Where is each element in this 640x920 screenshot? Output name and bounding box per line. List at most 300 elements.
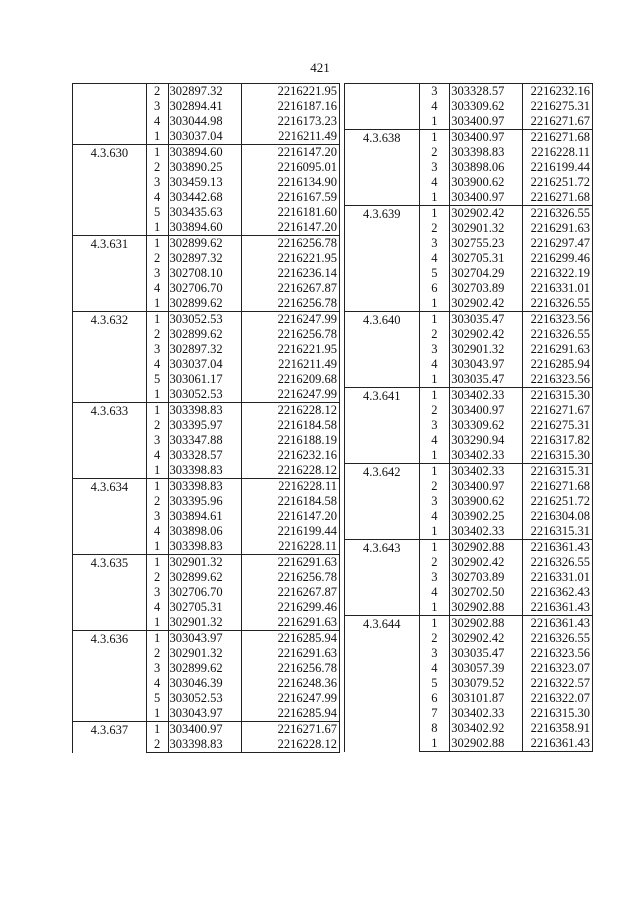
y-coordinate-cell: 2216167.59 bbox=[242, 190, 340, 205]
point-number-cell: 3 bbox=[146, 661, 168, 676]
y-coordinate-cell: 2216299.46 bbox=[523, 251, 593, 266]
point-number-cell: 2 bbox=[419, 327, 450, 342]
parcel-id-cell bbox=[73, 84, 147, 145]
y-coordinate-cell: 2216209.68 bbox=[242, 372, 340, 387]
point-number-cell: 3 bbox=[146, 175, 168, 190]
point-number-cell: 1 bbox=[146, 706, 168, 722]
x-coordinate-cell: 303079.52 bbox=[450, 676, 523, 691]
y-coordinate-cell: 2216221.95 bbox=[242, 251, 340, 266]
y-coordinate-cell: 2216291.63 bbox=[242, 646, 340, 661]
x-coordinate-cell: 302901.32 bbox=[168, 615, 242, 631]
point-number-cell: 1 bbox=[146, 236, 168, 252]
y-coordinate-cell: 2216232.16 bbox=[523, 84, 593, 100]
point-number-cell: 5 bbox=[146, 205, 168, 220]
point-number-cell: 4 bbox=[146, 676, 168, 691]
x-coordinate-cell: 302901.32 bbox=[450, 221, 523, 236]
y-coordinate-cell: 2216256.78 bbox=[242, 661, 340, 676]
x-coordinate-cell: 303328.57 bbox=[168, 448, 242, 463]
x-coordinate-cell: 303898.06 bbox=[450, 160, 523, 175]
point-number-cell: 3 bbox=[419, 494, 450, 509]
y-coordinate-cell: 2216147.20 bbox=[242, 220, 340, 236]
y-coordinate-cell: 2216147.20 bbox=[242, 509, 340, 524]
table-row bbox=[345, 388, 593, 404]
y-coordinate-cell: 2216221.95 bbox=[242, 342, 340, 357]
point-number-cell: 3 bbox=[419, 570, 450, 585]
point-number-cell: 8 bbox=[419, 721, 450, 736]
x-coordinate-cell: 302897.32 bbox=[168, 84, 242, 100]
parcel-id-cell: 4.3.637 bbox=[73, 722, 147, 753]
x-coordinate-cell: 303402.92 bbox=[450, 721, 523, 736]
point-number-cell: 2 bbox=[419, 479, 450, 494]
point-number-cell: 1 bbox=[146, 296, 168, 312]
parcel-id-cell: 4.3.630 bbox=[73, 145, 147, 236]
x-coordinate-cell: 303035.47 bbox=[450, 312, 523, 328]
point-number-cell: 1 bbox=[419, 190, 450, 206]
point-number-cell: 3 bbox=[146, 585, 168, 600]
x-coordinate-cell: 303043.97 bbox=[168, 631, 242, 647]
y-coordinate-cell: 2216228.11 bbox=[242, 539, 340, 555]
point-number-cell: 1 bbox=[419, 464, 450, 480]
point-number-cell: 3 bbox=[419, 342, 450, 357]
point-number-cell: 4 bbox=[146, 114, 168, 129]
x-coordinate-cell: 302899.62 bbox=[168, 570, 242, 585]
x-coordinate-cell: 303398.83 bbox=[168, 403, 242, 419]
point-number-cell: 4 bbox=[146, 448, 168, 463]
point-number-cell: 1 bbox=[146, 555, 168, 571]
y-coordinate-cell: 2216247.99 bbox=[242, 691, 340, 706]
x-coordinate-cell: 303398.83 bbox=[168, 737, 242, 753]
y-coordinate-cell: 2216361.43 bbox=[523, 600, 593, 616]
y-coordinate-cell: 2216315.30 bbox=[523, 388, 593, 404]
point-number-cell: 2 bbox=[419, 221, 450, 236]
x-coordinate-cell: 303037.04 bbox=[168, 129, 242, 145]
y-coordinate-cell: 2216323.56 bbox=[523, 372, 593, 388]
y-coordinate-cell: 2216271.67 bbox=[242, 722, 340, 738]
point-number-cell: 2 bbox=[146, 570, 168, 585]
x-coordinate-cell: 303057.39 bbox=[450, 661, 523, 676]
parcel-id-cell: 4.3.636 bbox=[73, 631, 147, 722]
table-row bbox=[73, 722, 340, 738]
x-coordinate-cell: 302705.31 bbox=[450, 251, 523, 266]
y-coordinate-cell: 2216317.82 bbox=[523, 433, 593, 448]
x-coordinate-cell: 303442.68 bbox=[168, 190, 242, 205]
point-number-cell: 3 bbox=[146, 99, 168, 114]
x-coordinate-cell: 303395.96 bbox=[168, 494, 242, 509]
y-coordinate-cell: 2216331.01 bbox=[523, 570, 593, 585]
x-coordinate-cell: 303044.98 bbox=[168, 114, 242, 129]
point-number-cell: 3 bbox=[146, 266, 168, 281]
point-number-cell: 1 bbox=[419, 114, 450, 130]
y-coordinate-cell: 2216315.31 bbox=[523, 524, 593, 540]
y-coordinate-cell: 2216331.01 bbox=[523, 281, 593, 296]
point-number-cell: 1 bbox=[419, 616, 450, 632]
x-coordinate-cell: 302755.23 bbox=[450, 236, 523, 251]
y-coordinate-cell: 2216228.11 bbox=[242, 479, 340, 495]
parcel-id-cell: 4.3.634 bbox=[73, 479, 147, 555]
point-number-cell: 1 bbox=[419, 736, 450, 752]
point-number-cell: 7 bbox=[419, 706, 450, 721]
point-number-cell: 1 bbox=[146, 129, 168, 145]
y-coordinate-cell: 2216247.99 bbox=[242, 387, 340, 403]
x-coordinate-cell: 303400.97 bbox=[168, 722, 242, 738]
point-number-cell: 5 bbox=[146, 691, 168, 706]
point-number-cell: 2 bbox=[146, 646, 168, 661]
parcel-id-cell: 4.3.632 bbox=[73, 312, 147, 403]
y-coordinate-cell: 2216322.57 bbox=[523, 676, 593, 691]
table-row bbox=[345, 464, 593, 480]
y-coordinate-cell: 2216297.47 bbox=[523, 236, 593, 251]
x-coordinate-cell: 302901.32 bbox=[168, 646, 242, 661]
point-number-cell: 4 bbox=[419, 661, 450, 676]
x-coordinate-cell: 302902.88 bbox=[450, 736, 523, 752]
x-coordinate-cell: 303398.83 bbox=[168, 463, 242, 479]
point-number-cell: 3 bbox=[146, 433, 168, 448]
x-coordinate-cell: 302902.88 bbox=[450, 600, 523, 616]
x-coordinate-cell: 302899.62 bbox=[168, 296, 242, 312]
x-coordinate-cell: 302704.29 bbox=[450, 266, 523, 281]
y-coordinate-cell: 2216322.19 bbox=[523, 266, 593, 281]
table-row bbox=[345, 540, 593, 556]
y-coordinate-cell: 2216211.49 bbox=[242, 129, 340, 145]
table-row bbox=[345, 206, 593, 222]
point-number-cell: 1 bbox=[146, 631, 168, 647]
x-coordinate-cell: 302901.32 bbox=[450, 342, 523, 357]
x-coordinate-cell: 303347.88 bbox=[168, 433, 242, 448]
y-coordinate-cell: 2216188.19 bbox=[242, 433, 340, 448]
point-number-cell: 1 bbox=[419, 448, 450, 464]
y-coordinate-cell: 2216236.14 bbox=[242, 266, 340, 281]
x-coordinate-cell: 303400.97 bbox=[450, 479, 523, 494]
y-coordinate-cell: 2216291.63 bbox=[523, 342, 593, 357]
y-coordinate-cell: 2216211.49 bbox=[242, 357, 340, 372]
parcel-id-cell: 4.3.635 bbox=[73, 555, 147, 631]
point-number-cell: 1 bbox=[146, 722, 168, 738]
y-coordinate-cell: 2216323.56 bbox=[523, 312, 593, 328]
point-number-cell: 2 bbox=[419, 631, 450, 646]
x-coordinate-cell: 303035.47 bbox=[450, 372, 523, 388]
x-coordinate-cell: 303061.17 bbox=[168, 372, 242, 387]
x-coordinate-cell: 302902.42 bbox=[450, 296, 523, 312]
parcel-id-cell: 4.3.643 bbox=[345, 540, 420, 616]
x-coordinate-cell: 302706.70 bbox=[168, 281, 242, 296]
y-coordinate-cell: 2216271.68 bbox=[523, 130, 593, 146]
y-coordinate-cell: 2216199.44 bbox=[523, 160, 593, 175]
x-coordinate-cell: 302897.32 bbox=[168, 251, 242, 266]
y-coordinate-cell: 2216267.87 bbox=[242, 281, 340, 296]
point-number-cell: 2 bbox=[146, 327, 168, 342]
x-coordinate-cell: 302902.88 bbox=[450, 540, 523, 556]
y-coordinate-cell: 2216184.58 bbox=[242, 494, 340, 509]
x-coordinate-cell: 302897.32 bbox=[168, 342, 242, 357]
y-coordinate-cell: 2216181.60 bbox=[242, 205, 340, 220]
parcel-id-cell: 4.3.631 bbox=[73, 236, 147, 312]
point-number-cell: 1 bbox=[146, 145, 168, 161]
table-row bbox=[345, 616, 593, 632]
x-coordinate-cell: 302902.42 bbox=[450, 206, 523, 222]
x-coordinate-cell: 303290.94 bbox=[450, 433, 523, 448]
y-coordinate-cell: 2216358.91 bbox=[523, 721, 593, 736]
y-coordinate-cell: 2216326.55 bbox=[523, 296, 593, 312]
y-coordinate-cell: 2216315.31 bbox=[523, 464, 593, 480]
x-coordinate-cell: 303052.53 bbox=[168, 691, 242, 706]
point-number-cell: 4 bbox=[419, 585, 450, 600]
point-number-cell: 4 bbox=[146, 524, 168, 539]
x-coordinate-cell: 302705.31 bbox=[168, 600, 242, 615]
table-row bbox=[73, 312, 340, 328]
table-row bbox=[73, 145, 340, 161]
point-number-cell: 1 bbox=[146, 312, 168, 328]
point-number-cell: 4 bbox=[419, 175, 450, 190]
point-number-cell: 4 bbox=[419, 509, 450, 524]
point-number-cell: 1 bbox=[419, 312, 450, 328]
x-coordinate-cell: 303043.97 bbox=[168, 706, 242, 722]
point-number-cell: 4 bbox=[419, 357, 450, 372]
parcel-id-cell bbox=[345, 84, 420, 130]
point-number-cell: 1 bbox=[146, 387, 168, 403]
x-coordinate-cell: 303402.33 bbox=[450, 524, 523, 540]
y-coordinate-cell: 2216256.78 bbox=[242, 570, 340, 585]
point-number-cell: 1 bbox=[419, 600, 450, 616]
y-coordinate-cell: 2216299.46 bbox=[242, 600, 340, 615]
x-coordinate-cell: 303309.62 bbox=[450, 418, 523, 433]
y-coordinate-cell: 2216275.31 bbox=[523, 418, 593, 433]
y-coordinate-cell: 2216232.16 bbox=[242, 448, 340, 463]
x-coordinate-cell: 303402.33 bbox=[450, 706, 523, 721]
y-coordinate-cell: 2216326.55 bbox=[523, 206, 593, 222]
table-row bbox=[73, 403, 340, 419]
y-coordinate-cell: 2216326.55 bbox=[523, 631, 593, 646]
point-number-cell: 2 bbox=[146, 160, 168, 175]
point-number-cell: 1 bbox=[419, 540, 450, 556]
y-coordinate-cell: 2216275.31 bbox=[523, 99, 593, 114]
y-coordinate-cell: 2216199.44 bbox=[242, 524, 340, 539]
point-number-cell: 2 bbox=[419, 145, 450, 160]
y-coordinate-cell: 2216291.63 bbox=[523, 221, 593, 236]
y-coordinate-cell: 2216256.78 bbox=[242, 327, 340, 342]
x-coordinate-cell: 302899.62 bbox=[168, 327, 242, 342]
point-number-cell: 2 bbox=[146, 84, 168, 100]
x-coordinate-cell: 303435.63 bbox=[168, 205, 242, 220]
x-coordinate-cell: 303894.60 bbox=[168, 145, 242, 161]
x-coordinate-cell: 303402.33 bbox=[450, 388, 523, 404]
point-number-cell: 2 bbox=[146, 418, 168, 433]
y-coordinate-cell: 2216362.43 bbox=[523, 585, 593, 600]
point-number-cell: 5 bbox=[419, 266, 450, 281]
y-coordinate-cell: 2216304.08 bbox=[523, 509, 593, 524]
point-number-cell: 3 bbox=[146, 509, 168, 524]
table-row bbox=[73, 479, 340, 495]
y-coordinate-cell: 2216326.55 bbox=[523, 327, 593, 342]
x-coordinate-cell: 303398.83 bbox=[168, 479, 242, 495]
x-coordinate-cell: 303037.04 bbox=[168, 357, 242, 372]
point-number-cell: 1 bbox=[419, 130, 450, 146]
y-coordinate-cell: 2216228.12 bbox=[242, 737, 340, 753]
x-coordinate-cell: 303898.06 bbox=[168, 524, 242, 539]
x-coordinate-cell: 303328.57 bbox=[450, 84, 523, 100]
point-number-cell: 3 bbox=[419, 646, 450, 661]
parcel-id-cell: 4.3.641 bbox=[345, 388, 420, 464]
y-coordinate-cell: 2216271.67 bbox=[523, 114, 593, 130]
y-coordinate-cell: 2216291.63 bbox=[242, 615, 340, 631]
y-coordinate-cell: 2216291.63 bbox=[242, 555, 340, 571]
point-number-cell: 2 bbox=[146, 494, 168, 509]
table-row bbox=[345, 130, 593, 146]
x-coordinate-cell: 302706.70 bbox=[168, 585, 242, 600]
y-coordinate-cell: 2216271.68 bbox=[523, 479, 593, 494]
x-coordinate-cell: 303402.33 bbox=[450, 448, 523, 464]
point-number-cell: 6 bbox=[419, 281, 450, 296]
point-number-cell: 1 bbox=[419, 206, 450, 222]
x-coordinate-cell: 302702.50 bbox=[450, 585, 523, 600]
point-number-cell: 3 bbox=[419, 418, 450, 433]
point-number-cell: 2 bbox=[419, 555, 450, 570]
y-coordinate-cell: 2216256.78 bbox=[242, 236, 340, 252]
table-row bbox=[73, 84, 340, 100]
point-number-cell: 4 bbox=[146, 190, 168, 205]
table-row bbox=[73, 555, 340, 571]
point-number-cell: 2 bbox=[146, 251, 168, 266]
y-coordinate-cell: 2216271.68 bbox=[523, 190, 593, 206]
x-coordinate-cell: 302703.89 bbox=[450, 570, 523, 585]
y-coordinate-cell: 2216247.99 bbox=[242, 312, 340, 328]
x-coordinate-cell: 303043.97 bbox=[450, 357, 523, 372]
x-coordinate-cell: 303400.97 bbox=[450, 403, 523, 418]
x-coordinate-cell: 303052.53 bbox=[168, 312, 242, 328]
point-number-cell: 5 bbox=[419, 676, 450, 691]
parcel-id-cell: 4.3.633 bbox=[73, 403, 147, 479]
y-coordinate-cell: 2216256.78 bbox=[242, 296, 340, 312]
x-coordinate-cell: 303400.97 bbox=[450, 130, 523, 146]
point-number-cell: 1 bbox=[146, 615, 168, 631]
y-coordinate-cell: 2216323.56 bbox=[523, 646, 593, 661]
y-coordinate-cell: 2216315.30 bbox=[523, 706, 593, 721]
y-coordinate-cell: 2216173.23 bbox=[242, 114, 340, 129]
table-row bbox=[73, 236, 340, 252]
point-number-cell: 1 bbox=[419, 524, 450, 540]
x-coordinate-cell: 302902.88 bbox=[450, 616, 523, 632]
y-coordinate-cell: 2216271.67 bbox=[523, 403, 593, 418]
x-coordinate-cell: 302899.62 bbox=[168, 661, 242, 676]
y-coordinate-cell: 2216285.94 bbox=[523, 357, 593, 372]
y-coordinate-cell: 2216251.72 bbox=[523, 175, 593, 190]
coordinates-table-left bbox=[72, 83, 340, 753]
point-number-cell: 1 bbox=[419, 388, 450, 404]
table-row bbox=[345, 312, 593, 328]
y-coordinate-cell: 2216228.12 bbox=[242, 403, 340, 419]
y-coordinate-cell: 2216361.43 bbox=[523, 736, 593, 752]
table-row bbox=[345, 84, 593, 100]
point-number-cell: 4 bbox=[146, 281, 168, 296]
y-coordinate-cell: 2216322.07 bbox=[523, 691, 593, 706]
point-number-cell: 6 bbox=[419, 691, 450, 706]
y-coordinate-cell: 2216361.43 bbox=[523, 616, 593, 632]
x-coordinate-cell: 302902.42 bbox=[450, 555, 523, 570]
y-coordinate-cell: 2216187.16 bbox=[242, 99, 340, 114]
point-number-cell: 1 bbox=[146, 220, 168, 236]
x-coordinate-cell: 302899.62 bbox=[168, 236, 242, 252]
y-coordinate-cell: 2216315.30 bbox=[523, 448, 593, 464]
parcel-id-cell: 4.3.644 bbox=[345, 616, 420, 752]
x-coordinate-cell: 303101.87 bbox=[450, 691, 523, 706]
point-number-cell: 3 bbox=[419, 84, 450, 100]
point-number-cell: 4 bbox=[419, 99, 450, 114]
y-coordinate-cell: 2216228.12 bbox=[242, 463, 340, 479]
point-number-cell: 1 bbox=[146, 403, 168, 419]
table-row bbox=[73, 631, 340, 647]
point-number-cell: 4 bbox=[146, 357, 168, 372]
y-coordinate-cell: 2216095.01 bbox=[242, 160, 340, 175]
point-number-cell: 3 bbox=[419, 236, 450, 251]
y-coordinate-cell: 2216184.58 bbox=[242, 418, 340, 433]
x-coordinate-cell: 303398.83 bbox=[450, 145, 523, 160]
point-number-cell: 4 bbox=[146, 600, 168, 615]
x-coordinate-cell: 302902.42 bbox=[450, 631, 523, 646]
y-coordinate-cell: 2216361.43 bbox=[523, 540, 593, 556]
x-coordinate-cell: 303894.61 bbox=[168, 509, 242, 524]
x-coordinate-cell: 302902.42 bbox=[450, 327, 523, 342]
point-number-cell: 1 bbox=[146, 539, 168, 555]
x-coordinate-cell: 303398.83 bbox=[168, 539, 242, 555]
point-number-cell: 3 bbox=[419, 160, 450, 175]
x-coordinate-cell: 303900.62 bbox=[450, 494, 523, 509]
x-coordinate-cell: 303046.39 bbox=[168, 676, 242, 691]
x-coordinate-cell: 303402.33 bbox=[450, 464, 523, 480]
page-number: 421 bbox=[310, 60, 330, 75]
x-coordinate-cell: 303459.13 bbox=[168, 175, 242, 190]
x-coordinate-cell: 303400.97 bbox=[450, 114, 523, 130]
point-number-cell: 1 bbox=[419, 372, 450, 388]
x-coordinate-cell: 303902.25 bbox=[450, 509, 523, 524]
point-number-cell: 1 bbox=[146, 479, 168, 495]
parcel-id-cell: 4.3.640 bbox=[345, 312, 420, 388]
point-number-cell: 1 bbox=[146, 463, 168, 479]
point-number-cell: 1 bbox=[419, 296, 450, 312]
parcel-id-cell: 4.3.639 bbox=[345, 206, 420, 312]
x-coordinate-cell: 303309.62 bbox=[450, 99, 523, 114]
point-number-cell: 3 bbox=[146, 342, 168, 357]
y-coordinate-cell: 2216251.72 bbox=[523, 494, 593, 509]
point-number-cell: 4 bbox=[419, 251, 450, 266]
y-coordinate-cell: 2216248.36 bbox=[242, 676, 340, 691]
x-coordinate-cell: 302894.41 bbox=[168, 99, 242, 114]
x-coordinate-cell: 302708.10 bbox=[168, 266, 242, 281]
x-coordinate-cell: 303400.97 bbox=[450, 190, 523, 206]
y-coordinate-cell: 2216267.87 bbox=[242, 585, 340, 600]
coordinates-table-right bbox=[344, 83, 593, 752]
y-coordinate-cell: 2216285.94 bbox=[242, 631, 340, 647]
y-coordinate-cell: 2216134.90 bbox=[242, 175, 340, 190]
y-coordinate-cell: 2216326.55 bbox=[523, 555, 593, 570]
parcel-id-cell: 4.3.642 bbox=[345, 464, 420, 540]
x-coordinate-cell: 303890.25 bbox=[168, 160, 242, 175]
y-coordinate-cell: 2216323.07 bbox=[523, 661, 593, 676]
y-coordinate-cell: 2216285.94 bbox=[242, 706, 340, 722]
point-number-cell: 2 bbox=[419, 403, 450, 418]
x-coordinate-cell: 302703.89 bbox=[450, 281, 523, 296]
x-coordinate-cell: 303894.60 bbox=[168, 220, 242, 236]
x-coordinate-cell: 303900.62 bbox=[450, 175, 523, 190]
x-coordinate-cell: 303052.53 bbox=[168, 387, 242, 403]
y-coordinate-cell: 2216147.20 bbox=[242, 145, 340, 161]
point-number-cell: 2 bbox=[146, 737, 168, 753]
point-number-cell: 4 bbox=[419, 433, 450, 448]
x-coordinate-cell: 303035.47 bbox=[450, 646, 523, 661]
parcel-id-cell: 4.3.638 bbox=[345, 130, 420, 206]
point-number-cell: 5 bbox=[146, 372, 168, 387]
x-coordinate-cell: 302901.32 bbox=[168, 555, 242, 571]
x-coordinate-cell: 303395.97 bbox=[168, 418, 242, 433]
y-coordinate-cell: 2216221.95 bbox=[242, 84, 340, 100]
